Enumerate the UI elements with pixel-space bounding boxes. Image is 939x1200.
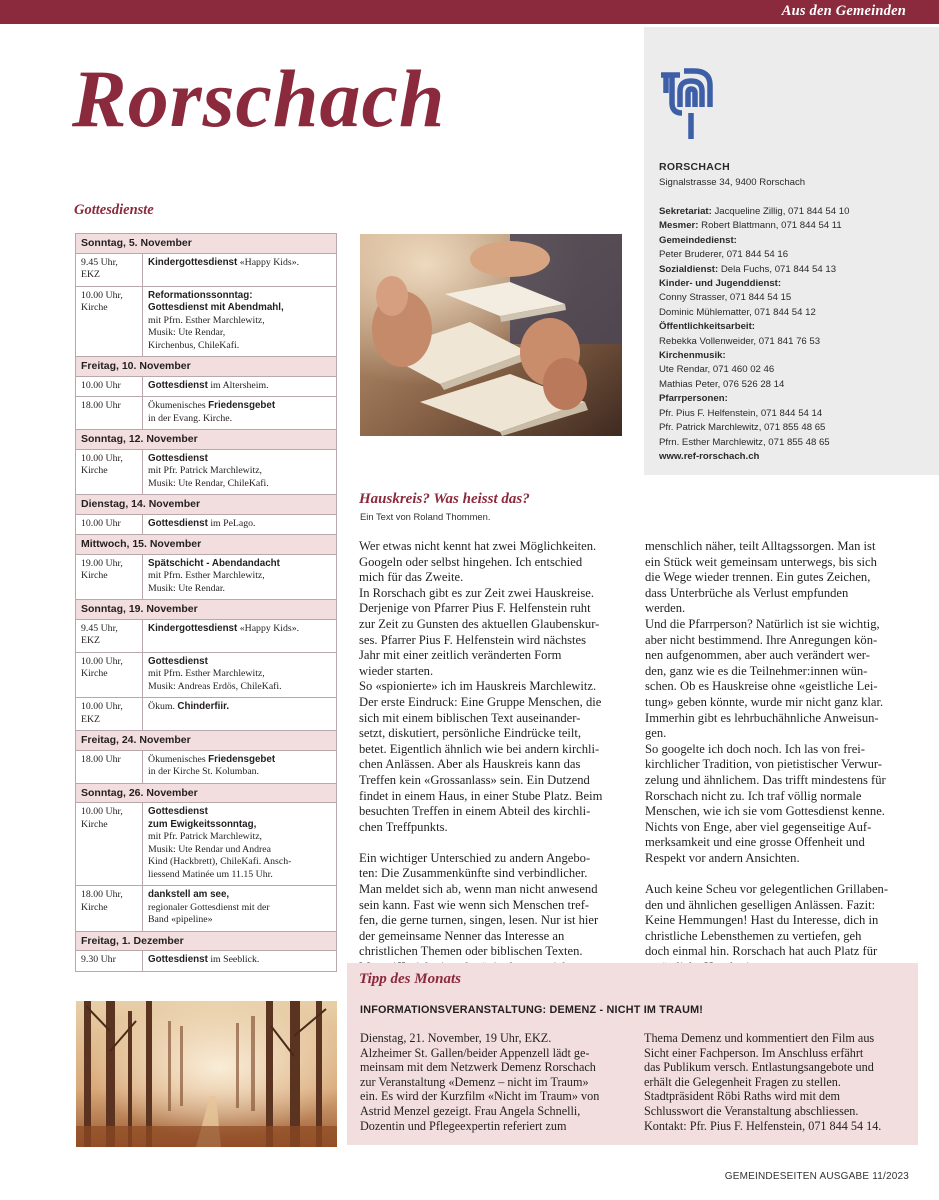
text-line: aber nicht bestimmend. Ihre Anregungen kön- [645,632,878,647]
text-line: gen. [645,726,667,741]
tip-of-month-box [347,963,918,1145]
service-desc [143,803,337,886]
desc-bold: dankstell am see, [148,889,230,900]
paragraph [645,617,915,742]
contact-info-box [644,27,939,475]
contact-list [659,205,934,464]
service-desc [143,253,337,286]
day-label: Sonntag, 26. November [76,783,337,803]
paragraph [645,539,915,617]
contact-text: Dominic Mühlematter, 071 844 54 12 [659,306,816,318]
contact-text: Peter Bruderer, 071 844 54 16 [659,249,789,261]
desc-line [148,290,332,303]
text-line: zelung und ähnlichem. Das trifft mindestens für [645,772,886,787]
paragraph [359,851,627,976]
tip-line: Dienstag, 21. November, 19 Uhr, EKZ. [360,1031,552,1045]
contact-label: Gemeindedienst: [659,234,737,246]
text-line: Immerhin gibt es lehrbuchähnliche Anweisun- [645,710,879,725]
service-desc [143,951,337,972]
desc-line: zum Ewigkeitssonntag, [148,818,257,830]
services-heading: Gottesdienste [74,202,154,218]
text-line: kirchlicher Tradition, von pietistischer Verwur- [645,757,883,772]
contact-text: Jacqueline Zillig, 071 844 54 10 [711,206,850,217]
text-line: sein kann. Fast wie wenn sich Menschen tref- [359,897,590,912]
paragraph [359,679,627,835]
service-time [76,951,143,972]
desc-line: Kirchenbus, ChileKafi. [148,339,240,351]
time-line: 10.00 Uhr, [81,289,123,301]
service-time [76,803,143,886]
tip-line: Kontakt: Pfr. Pius F. Helfenstein, 071 844 54 14. [644,1118,882,1133]
text-line: setzt, diskutiert, persönliche Eindrücke teilt, [359,726,582,741]
contact-line [659,349,934,363]
text-line: den und ähnlichen geselligen Anlässen. Fazit: [645,897,876,912]
tip-line: Thema Demenz und kommentiert den Film aus [644,1031,875,1045]
text-line: mich für das Zweite. [359,570,464,585]
text-line: dass Unterbrüche als Verlust empfunden [645,585,849,600]
church-logo-icon [658,63,722,143]
day-label: Mittwoch, 15. November [76,535,337,555]
contact-line [659,392,934,406]
contact-line [659,219,934,233]
time-line: Kirche [81,901,108,913]
time-line: 10.00 Uhr, [81,655,123,667]
contact-label: Sekretariat: [659,206,712,217]
text-line: Rorschach nicht zu. Ich traf völlig normale [645,788,862,803]
time-line: 9.45 Uhr, [81,256,118,268]
desc-line: liessend Matinée um 11.15 Uhr. [148,868,273,880]
tip-line: meinsam mit dem Netzwerk Demenz Rorschach [360,1060,596,1075]
time-line: 19.00 Uhr, [81,557,123,569]
desc-bold: Gottesdienst [148,954,208,965]
service-desc [143,619,337,652]
desc-bold: Reformationssonntag: [148,289,253,301]
service-row [76,449,337,495]
service-row [76,286,337,357]
time-line: 18.00 Uhr [81,753,121,765]
desc-bold: Gottesdienst [148,452,208,464]
contact-line [659,234,934,248]
time-line: EKZ [81,635,101,646]
desc-line [148,257,332,270]
text-line: So googelte ich doch noch. Ich las von frei- [645,741,865,756]
text-line: betet. Eigentlich ähnlich wie bei andern kirchli- [359,741,600,756]
service-time [76,514,143,535]
day-row [76,600,337,620]
text-line: chen Anlässen. Aber als Hauskreis kann das [359,757,581,772]
contact-line [659,320,934,334]
contact-text: Dela Fuchs, 071 844 54 13 [718,263,837,275]
tip-title: Tipp des Monats [359,971,461,987]
desc-rest: «Happy Kids». [237,622,300,634]
desc-bold: Gottesdienst [148,806,208,817]
service-desc [143,750,337,783]
desc-line: mit Pfrn. Esther Marchlewitz, [148,570,265,581]
service-row [76,397,337,430]
text-line: den, ganz wie es die Teilnehmer:innen wün- [645,663,868,678]
contact-line [659,306,934,320]
desc-line [148,380,332,393]
text-line: besuchten Treffen in einem Abteil des kirchli- [359,804,591,819]
text-line: findet in einem Haus, in einer Stube Platz. Beim [359,788,603,803]
tip-line: erhält die Gelegenheit Fragen zu stellen. [644,1074,841,1089]
contact-label: Sozialdienst: [659,263,719,275]
desc-line [148,656,332,669]
paragraph [359,539,627,586]
text-line: Respekt vor andern Ansichten. [645,850,800,865]
desc-line: Gottesdienst mit Abendmahl, [148,302,284,313]
contact-line [659,363,934,377]
service-row [76,803,337,886]
service-time [76,750,143,783]
text-line: zur Zeit zu Gunsten des aktuellen Glaubenskur- [359,616,600,631]
article-column-left [359,539,627,976]
day-row [76,430,337,450]
service-row [76,886,337,932]
text-line: tung» geben könnte, wurde mir nicht ganz klar. [645,694,884,709]
time-line: Kirche [81,570,108,581]
desc-line [148,558,332,571]
desc-prefix: Ökumenisches [148,400,209,411]
autumn-forest-photo [76,1001,337,1147]
day-label: Dienstag, 14. November [76,495,337,515]
tip-line: ein. Es wird der Kurzfilm «Nicht im Traum» von [360,1089,600,1104]
contact-text: Pfrn. Esther Marchlewitz, 071 855 48 65 [659,436,830,448]
tip-line: zur Veranstaltung «Demenz – nicht im Traum» [360,1074,589,1089]
contact-line [659,436,934,450]
contact-line [659,335,934,349]
day-row [76,731,337,751]
text-line: merksamkeit und eine grosse Offenheit und [645,835,865,850]
service-desc [143,652,337,698]
text-line: ten: Die Zusammenkünfte sind verbindlicher. [359,866,588,881]
text-line: Auch keine Scheu vor gelegentlichen Grillaben- [645,882,889,897]
tip-line: das Publikum versch. Entlastungsangebote und [644,1060,874,1075]
services-table [75,233,337,972]
time-line: 18.00 Uhr [81,400,121,411]
section-header-bar [0,0,939,24]
desc-line [148,954,332,967]
text-line: schen. Ob es Hauskreise ohne «geistliche Lei- [645,679,878,694]
section-label: Aus den Gemeinden [781,3,906,19]
service-time [76,652,143,698]
service-row [76,619,337,652]
desc-line: mit Pfrn. Esther Marchlewitz, [148,668,265,679]
time-line: EKZ [81,713,101,725]
text-line: Der erste Eindruck: Eine Gruppe Menschen, die [359,694,602,709]
desc-line: in der Kirche St. Kolumban. [148,766,260,777]
tip-column-right [644,1031,908,1133]
day-row [76,931,337,951]
desc-line: Musik: Andreas Erdös, ChileKafi. [148,680,282,692]
time-line: 10.00 Uhr [81,517,121,529]
desc-bold: Gottesdienst [148,517,208,529]
service-time [76,286,143,357]
tip-headline: INFORMATIONSVERANSTALTUNG: DEMENZ - NICHT IM TRAUM! [360,1004,704,1016]
org-address: Signalstrasse 34, 9400 Rorschach [659,177,806,188]
contact-line [659,421,934,435]
service-desc [143,514,337,535]
text-line: der gemeinsame Nenner das Interesse an [359,928,565,943]
desc-line: Musik: Ute Rendar. [148,582,226,594]
service-time [76,449,143,495]
paragraph [645,742,915,867]
day-label: Sonntag, 19. November [76,600,337,620]
day-row [76,234,337,254]
article-author: Ein Text von Roland Thommen. [360,511,491,522]
contact-label: Öffentlichkeitsarbeit: [659,321,755,333]
article-title: Hauskreis? Was heisst das? [359,491,530,507]
service-desc [143,376,337,397]
text-line: Menschen, wie ich sie vom Gottesdienst kenne. [645,804,885,819]
desc-line [148,889,332,902]
contact-label: Kinder- und Jugenddienst: [659,278,782,290]
text-line: Treffen kein «Grossanlass» sein. Ein Dutzend [359,772,590,787]
text-line: So «spionierte» ich im Hauskreis Marchlewitz. [359,679,597,694]
desc-line: Musik: Ute Rendar, ChileKafi. [148,477,269,489]
article-column-right [645,539,915,976]
tip-line: Stadtpräsident Röbi Raths wird mit dem [644,1089,840,1104]
text-line: fen, die gerne turnen, singen, lesen. Nur ist hier [359,913,599,928]
contact-line [659,263,934,277]
desc-line: regionaler Gottesdienst mit der [148,901,270,913]
page-title: Rorschach [72,53,446,144]
desc-line: Musik: Ute Rendar, [148,327,226,338]
contact-line [659,407,934,421]
time-line: 10.00 Uhr, [81,701,123,712]
desc-rest: im Seeblick. [207,954,260,965]
desc-line: mit Pfrn. Esther Marchlewitz, [148,314,265,326]
desc-bold: Friedensgebet [208,753,276,765]
tip-line: Dozentin und Pflegeexpertin referiert zum [360,1118,567,1133]
day-row [76,535,337,555]
text-line: wieder starten. [359,663,434,678]
text-line: Jahr mit einer zeitlich veränderten Form [359,648,562,663]
org-name: RORSCHACH [659,161,730,173]
contact-text: Robert Blattmann, 071 844 54 11 [698,220,842,232]
service-desc [143,397,337,430]
desc-line [148,518,332,531]
contact-line [659,291,934,305]
time-line: Kirche [81,818,108,830]
text-line: Derjenige von Pfarrer Pius F. Helfenstein ruht [359,601,591,616]
text-line: christliche Lebensthemen zu vertiefen, geh [645,928,862,943]
desc-prefix: Ökumenisches [148,753,209,765]
service-time [76,376,143,397]
desc-bold: Kindergottesdienst [148,622,238,634]
tip-line: Alzheimer St. Gallen/beider Appenzell lädt ge- [360,1045,590,1060]
contact-text: Mathias Peter, 076 526 28 14 [659,378,785,390]
text-line: menschlich näher, teilt Alltagssorgen. Man ist [645,539,876,553]
text-line: ses. Pfarrer Pius F. Helfenstein wird nächstes [359,632,587,647]
desc-rest: «Happy Kids». [237,256,300,268]
desc-bold: Friedensgebet [208,400,276,411]
text-line: In Rorschach gibt es zur Zeit zwei Hauskreise. [359,585,595,600]
desc-line [148,806,332,819]
service-time [76,698,143,731]
time-line: 9.30 Uhr [81,954,116,965]
desc-bold: Gottesdienst [148,655,208,667]
service-row [76,750,337,783]
contact-line [659,205,934,219]
paragraph [645,882,915,976]
service-desc [143,449,337,495]
day-label: Freitag, 1. Dezember [76,931,337,951]
contact-line [659,378,934,392]
desc-line: mit Pfr. Patrick Marchlewitz, [148,831,262,842]
contact-line [659,248,934,262]
tip-line: Sicht einer Fachperson. Im Anschluss erfährt [644,1045,864,1060]
tip-line: Astrid Menzel gezeigt. Frau Angela Schnelli, [360,1103,581,1118]
service-row [76,698,337,731]
text-line: Nichts von Enge, aber viel gegenseitige Auf- [645,819,872,834]
service-time [76,253,143,286]
text-line: Googeln oder selbst hingehen. Ich entschied [359,554,583,569]
day-label: Sonntag, 5. November [76,234,337,254]
contact-text: Pfr. Patrick Marchlewitz, 071 855 48 65 [659,422,826,434]
contact-label: Mesmer: [659,220,699,232]
text-line: Keine Hemmungen! Hast du Interesse, dich in [645,913,879,928]
contact-text: Rebekka Vollenweider, 071 841 76 53 [659,335,821,347]
time-line: 9.45 Uhr, [81,622,118,634]
service-row [76,951,337,972]
desc-bold: Kindergottesdienst [148,256,238,268]
day-label: Freitag, 10. November [76,357,337,377]
text-line: christlichen Themen oder biblischen Texten. [359,944,583,959]
time-line: EKZ [81,269,101,280]
desc-bold: Spätschicht - Abendandacht [148,557,280,569]
tip-column-left [360,1031,628,1133]
desc-rest: im Altersheim. [207,379,269,391]
text-line: Ein wichtiger Unterschied zu andern Angebo- [359,850,591,865]
service-time [76,554,143,600]
text-line: Wer etwas nicht kennt hat zwei Möglichkeiten. [359,539,597,553]
service-time [76,619,143,652]
contact-text: Conny Strasser, 071 844 54 15 [659,292,792,304]
service-row [76,376,337,397]
time-line: 18.00 Uhr, [81,889,123,900]
day-label: Freitag, 24. November [76,731,337,751]
text-line: chen Treffpunkts. [359,819,448,834]
time-line: 10.00 Uhr [81,379,121,391]
service-desc [143,554,337,600]
day-row [76,495,337,515]
contact-text: Pfr. Pius F. Helfenstein, 071 844 54 14 [659,407,823,419]
service-time [76,397,143,430]
desc-line: in der Evang. Kirche. [148,412,233,424]
desc-bold: Gottesdienst [148,379,208,391]
service-row [76,514,337,535]
text-line: Man meldet sich ab, wenn man nicht anwesend [359,882,598,897]
desc-rest: im PeLago. [207,517,256,529]
desc-line [148,400,332,413]
time-line: Kirche [81,465,108,476]
day-label: Sonntag, 12. November [76,430,337,450]
time-line: 10.00 Uhr, [81,452,123,464]
text-line: werden. [645,601,686,616]
text-line: Und die Pfarrperson? Natürlich ist sie wichtig, [645,616,880,631]
service-time [76,886,143,932]
text-line: sich mit einem biblischen Text auseinander- [359,710,581,725]
service-desc [143,698,337,731]
website-link[interactable]: www.ref-rorschach.ch [659,450,760,462]
desc-line [148,754,332,767]
service-row [76,253,337,286]
contact-text: Ute Rendar, 071 460 02 46 [659,364,775,376]
service-row [76,554,337,600]
time-line: 10.00 Uhr, [81,806,123,817]
text-line: die Wege wieder trennen. Ein gutes Zeichen, [645,570,871,585]
paragraph [359,586,627,680]
desc-line: Musik: Ute Rendar und Andrea [148,843,271,855]
text-line: ein Stück weit gemeinsam unterwegs, bis sich [645,554,877,569]
time-line: Kirche [81,302,108,313]
desc-line: Kind (Hackbrett), ChileKafi. Ansch- [148,856,292,867]
desc-prefix: Ökum. [148,701,178,712]
page-footer: GEMEINDESEITEN AUSGABE 11/2023 [724,1171,909,1182]
day-row [76,783,337,803]
desc-bold: Chinderfiir. [177,701,230,712]
contact-line [659,277,934,291]
tip-line: Schlusswort die Veranstaltung abschliessen. [644,1103,859,1118]
text-line: nen aufgenommen, aber auch verändert wer- [645,648,870,663]
desc-line [148,453,332,466]
time-line: Kirche [81,668,108,679]
contact-label: Kirchenmusik: [659,350,726,362]
service-desc [143,286,337,357]
service-row [76,652,337,698]
service-desc [143,886,337,932]
day-row [76,357,337,377]
desc-line: Band «pipeline» [148,914,213,925]
bible-study-photo [360,234,622,436]
desc-line [148,623,332,636]
text-line: doch einmal hin. Rorschach hat auch Platz für [645,944,878,959]
desc-line [148,701,332,714]
desc-line: mit Pfr. Patrick Marchlewitz, [148,465,262,476]
contact-label: Pfarrpersonen: [659,393,728,405]
